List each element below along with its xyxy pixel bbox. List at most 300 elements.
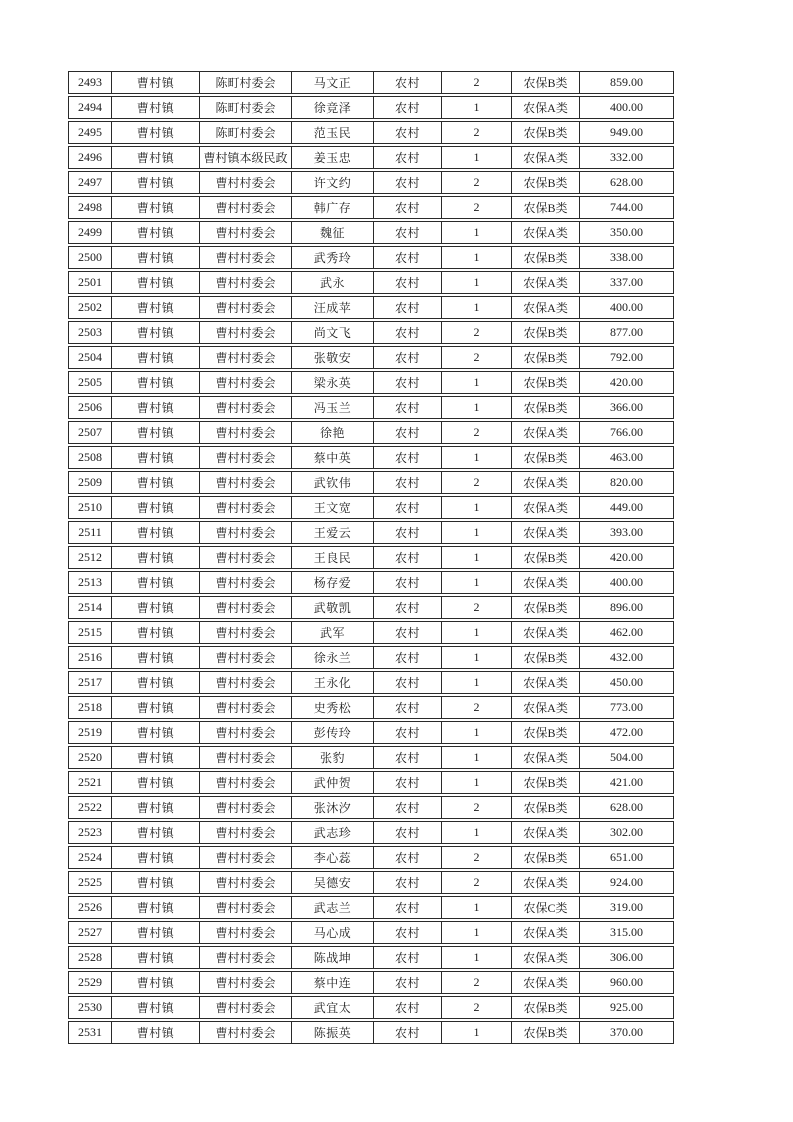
table-row <box>68 196 674 219</box>
town-cell: 曹村镇 <box>112 97 200 118</box>
amount-cell: 420.00 <box>610 375 643 389</box>
count-cell: 2 <box>442 172 512 193</box>
amount-cell: 766.00 <box>610 425 643 439</box>
unit-cell: 曹村村委会 <box>200 322 292 343</box>
residence-cell: 农村 <box>374 147 442 168</box>
unit-cell: 曹村村委会 <box>200 647 292 668</box>
category-cell: 农保B类 <box>512 597 580 618</box>
town-cell: 曹村镇 <box>112 597 200 618</box>
name-cell: 冯玉兰 <box>292 397 374 418</box>
amount-cell: 773.00 <box>610 700 643 714</box>
count-cell: 2 <box>442 797 512 818</box>
name-cell: 徐艳 <box>292 422 374 443</box>
category-cell: 农保B类 <box>512 122 580 143</box>
count-cell: 1 <box>442 297 512 318</box>
unit-cell: 曹村村委会 <box>200 522 292 543</box>
residence-cell: 农村 <box>374 872 442 893</box>
count-cell: 2 <box>442 347 512 368</box>
serial-cell: 2495 <box>69 122 112 143</box>
residence-cell: 农村 <box>374 997 442 1018</box>
amount-cell: 949.00 <box>610 125 643 139</box>
table-row <box>68 721 674 744</box>
count-cell: 1 <box>442 922 512 943</box>
category-cell: 农保B类 <box>512 547 580 568</box>
amount-cell: 332.00 <box>610 150 643 164</box>
residence-cell: 农村 <box>374 422 442 443</box>
count-cell: 2 <box>442 72 512 93</box>
name-cell: 彭传玲 <box>292 722 374 743</box>
category-cell: 农保A类 <box>512 272 580 293</box>
table-row <box>68 521 674 544</box>
town-cell: 曹村镇 <box>112 222 200 243</box>
table-row <box>68 821 674 844</box>
residence-cell: 农村 <box>374 247 442 268</box>
name-cell: 姜玉忠 <box>292 147 374 168</box>
serial-cell: 2504 <box>69 347 112 368</box>
town-cell: 曹村镇 <box>112 797 200 818</box>
serial-cell: 2499 <box>69 222 112 243</box>
serial-cell: 2530 <box>69 997 112 1018</box>
name-cell: 王文宽 <box>292 497 374 518</box>
serial-cell: 2531 <box>69 1022 112 1043</box>
name-cell: 范玉民 <box>292 122 374 143</box>
amount-cell: 315.00 <box>610 925 643 939</box>
town-cell: 曹村镇 <box>112 197 200 218</box>
table-row <box>68 871 674 894</box>
serial-cell: 2496 <box>69 147 112 168</box>
count-cell: 2 <box>442 472 512 493</box>
unit-cell: 曹村村委会 <box>200 697 292 718</box>
residence-cell: 农村 <box>374 722 442 743</box>
residence-cell: 农村 <box>374 522 442 543</box>
serial-cell: 2500 <box>69 247 112 268</box>
amount-cell: 400.00 <box>610 100 643 114</box>
count-cell: 1 <box>442 572 512 593</box>
count-cell: 1 <box>442 622 512 643</box>
table-row <box>68 121 674 144</box>
category-cell: 农保A类 <box>512 97 580 118</box>
name-cell: 蔡中英 <box>292 447 374 468</box>
town-cell: 曹村镇 <box>112 72 200 93</box>
serial-cell: 2494 <box>69 97 112 118</box>
subsidy-roster-table <box>68 71 674 1044</box>
residence-cell: 农村 <box>374 922 442 943</box>
count-cell: 1 <box>442 722 512 743</box>
town-cell: 曹村镇 <box>112 147 200 168</box>
name-cell: 陈战坤 <box>292 947 374 968</box>
name-cell: 史秀松 <box>292 697 374 718</box>
residence-cell: 农村 <box>374 472 442 493</box>
amount-cell: 651.00 <box>610 850 643 864</box>
category-cell: 农保C类 <box>512 897 580 918</box>
serial-cell: 2501 <box>69 272 112 293</box>
town-cell: 曹村镇 <box>112 822 200 843</box>
name-cell: 徐竞泽 <box>292 97 374 118</box>
table-row <box>68 946 674 969</box>
amount-cell: 319.00 <box>610 900 643 914</box>
category-cell: 农保A类 <box>512 472 580 493</box>
category-cell: 农保B类 <box>512 997 580 1018</box>
table-row <box>68 571 674 594</box>
town-cell: 曹村镇 <box>112 622 200 643</box>
amount-cell: 338.00 <box>610 250 643 264</box>
table-row <box>68 746 674 769</box>
name-cell: 汪成苹 <box>292 297 374 318</box>
serial-cell: 2508 <box>69 447 112 468</box>
serial-cell: 2509 <box>69 472 112 493</box>
name-cell: 张敬安 <box>292 347 374 368</box>
residence-cell: 农村 <box>374 97 442 118</box>
unit-cell: 曹村村委会 <box>200 797 292 818</box>
unit-cell: 曹村村委会 <box>200 572 292 593</box>
name-cell: 武钦伟 <box>292 472 374 493</box>
count-cell: 2 <box>442 697 512 718</box>
amount-cell: 420.00 <box>610 550 643 564</box>
town-cell: 曹村镇 <box>112 897 200 918</box>
town-cell: 曹村镇 <box>112 297 200 318</box>
category-cell: 农保A类 <box>512 972 580 993</box>
amount-cell: 400.00 <box>610 575 643 589</box>
count-cell: 1 <box>442 247 512 268</box>
unit-cell: 曹村村委会 <box>200 297 292 318</box>
category-cell: 农保A类 <box>512 947 580 968</box>
table-row <box>68 471 674 494</box>
category-cell: 农保B类 <box>512 72 580 93</box>
unit-cell: 曹村村委会 <box>200 372 292 393</box>
category-cell: 农保B类 <box>512 372 580 393</box>
count-cell: 1 <box>442 947 512 968</box>
serial-cell: 2522 <box>69 797 112 818</box>
serial-cell: 2513 <box>69 572 112 593</box>
serial-cell: 2519 <box>69 722 112 743</box>
name-cell: 武军 <box>292 622 374 643</box>
residence-cell: 农村 <box>374 972 442 993</box>
category-cell: 农保A类 <box>512 747 580 768</box>
count-cell: 2 <box>442 197 512 218</box>
count-cell: 1 <box>442 522 512 543</box>
count-cell: 2 <box>442 872 512 893</box>
unit-cell: 曹村村委会 <box>200 447 292 468</box>
residence-cell: 农村 <box>374 897 442 918</box>
serial-cell: 2503 <box>69 322 112 343</box>
amount-cell: 628.00 <box>610 175 643 189</box>
residence-cell: 农村 <box>374 822 442 843</box>
serial-cell: 2514 <box>69 597 112 618</box>
town-cell: 曹村镇 <box>112 572 200 593</box>
serial-cell: 2517 <box>69 672 112 693</box>
name-cell: 吴德安 <box>292 872 374 893</box>
unit-cell: 曹村村委会 <box>200 497 292 518</box>
amount-cell: 504.00 <box>610 750 643 764</box>
category-cell: 农保B类 <box>512 247 580 268</box>
town-cell: 曹村镇 <box>112 747 200 768</box>
residence-cell: 农村 <box>374 647 442 668</box>
count-cell: 1 <box>442 822 512 843</box>
table-row <box>68 971 674 994</box>
table-row <box>68 921 674 944</box>
unit-cell: 曹村村委会 <box>200 722 292 743</box>
town-cell: 曹村镇 <box>112 497 200 518</box>
unit-cell: 曹村村委会 <box>200 472 292 493</box>
table-row <box>68 996 674 1019</box>
category-cell: 农保A类 <box>512 822 580 843</box>
amount-cell: 400.00 <box>610 300 643 314</box>
category-cell: 农保A类 <box>512 672 580 693</box>
serial-cell: 2497 <box>69 172 112 193</box>
table-row <box>68 846 674 869</box>
table-row <box>68 346 674 369</box>
category-cell: 农保A类 <box>512 522 580 543</box>
unit-cell: 曹村村委会 <box>200 772 292 793</box>
category-cell: 农保B类 <box>512 722 580 743</box>
table-row <box>68 621 674 644</box>
category-cell: 农保B类 <box>512 772 580 793</box>
serial-cell: 2527 <box>69 922 112 943</box>
count-cell: 2 <box>442 997 512 1018</box>
town-cell: 曹村镇 <box>112 547 200 568</box>
table-row <box>68 896 674 919</box>
serial-cell: 2507 <box>69 422 112 443</box>
serial-cell: 2526 <box>69 897 112 918</box>
category-cell: 农保B类 <box>512 447 580 468</box>
table-row <box>68 696 674 719</box>
name-cell: 武志珍 <box>292 822 374 843</box>
table-row <box>68 271 674 294</box>
serial-cell: 2512 <box>69 547 112 568</box>
serial-cell: 2505 <box>69 372 112 393</box>
residence-cell: 农村 <box>374 497 442 518</box>
count-cell: 1 <box>442 672 512 693</box>
name-cell: 武永 <box>292 272 374 293</box>
serial-cell: 2502 <box>69 297 112 318</box>
amount-cell: 350.00 <box>610 225 643 239</box>
count-cell: 1 <box>442 1022 512 1043</box>
unit-cell: 曹村村委会 <box>200 272 292 293</box>
residence-cell: 农村 <box>374 72 442 93</box>
table-row <box>68 396 674 419</box>
amount-cell: 792.00 <box>610 350 643 364</box>
category-cell: 农保A类 <box>512 622 580 643</box>
residence-cell: 农村 <box>374 372 442 393</box>
town-cell: 曹村镇 <box>112 647 200 668</box>
unit-cell: 曹村村委会 <box>200 1022 292 1043</box>
unit-cell: 曹村村委会 <box>200 972 292 993</box>
town-cell: 曹村镇 <box>112 672 200 693</box>
name-cell: 武宜太 <box>292 997 374 1018</box>
count-cell: 1 <box>442 447 512 468</box>
serial-cell: 2510 <box>69 497 112 518</box>
unit-cell: 曹村村委会 <box>200 197 292 218</box>
category-cell: 农保B类 <box>512 797 580 818</box>
amount-cell: 859.00 <box>610 75 643 89</box>
unit-cell: 曹村村委会 <box>200 847 292 868</box>
name-cell: 武敬凯 <box>292 597 374 618</box>
town-cell: 曹村镇 <box>112 122 200 143</box>
residence-cell: 农村 <box>374 447 442 468</box>
unit-cell: 曹村村委会 <box>200 597 292 618</box>
table-row <box>68 1021 674 1044</box>
town-cell: 曹村镇 <box>112 847 200 868</box>
residence-cell: 农村 <box>374 672 442 693</box>
amount-cell: 337.00 <box>610 275 643 289</box>
serial-cell: 2525 <box>69 872 112 893</box>
residence-cell: 农村 <box>374 772 442 793</box>
category-cell: 农保B类 <box>512 397 580 418</box>
name-cell: 张沐汐 <box>292 797 374 818</box>
serial-cell: 2518 <box>69 697 112 718</box>
table-row <box>68 371 674 394</box>
serial-cell: 2498 <box>69 197 112 218</box>
name-cell: 魏征 <box>292 222 374 243</box>
residence-cell: 农村 <box>374 322 442 343</box>
unit-cell: 陈町村委会 <box>200 122 292 143</box>
category-cell: 农保A类 <box>512 872 580 893</box>
name-cell: 马文正 <box>292 72 374 93</box>
unit-cell: 曹村村委会 <box>200 747 292 768</box>
town-cell: 曹村镇 <box>112 772 200 793</box>
count-cell: 1 <box>442 497 512 518</box>
count-cell: 1 <box>442 772 512 793</box>
amount-cell: 472.00 <box>610 725 643 739</box>
unit-cell: 曹村村委会 <box>200 947 292 968</box>
residence-cell: 农村 <box>374 622 442 643</box>
unit-cell: 曹村村委会 <box>200 172 292 193</box>
town-cell: 曹村镇 <box>112 722 200 743</box>
unit-cell: 曹村村委会 <box>200 247 292 268</box>
count-cell: 2 <box>442 972 512 993</box>
table-row <box>68 321 674 344</box>
amount-cell: 820.00 <box>610 475 643 489</box>
category-cell: 农保A类 <box>512 147 580 168</box>
serial-cell: 2516 <box>69 647 112 668</box>
residence-cell: 农村 <box>374 172 442 193</box>
category-cell: 农保B类 <box>512 172 580 193</box>
table-row <box>68 446 674 469</box>
name-cell: 韩广存 <box>292 197 374 218</box>
table-row <box>68 146 674 169</box>
amount-cell: 370.00 <box>610 1025 643 1039</box>
category-cell: 农保A类 <box>512 222 580 243</box>
count-cell: 1 <box>442 747 512 768</box>
residence-cell: 农村 <box>374 547 442 568</box>
category-cell: 农保A类 <box>512 697 580 718</box>
table-row <box>68 421 674 444</box>
amount-cell: 302.00 <box>610 825 643 839</box>
unit-cell: 曹村镇本级民政 <box>200 147 292 168</box>
table-row <box>68 96 674 119</box>
category-cell: 农保B类 <box>512 197 580 218</box>
serial-cell: 2515 <box>69 622 112 643</box>
unit-cell: 曹村村委会 <box>200 872 292 893</box>
residence-cell: 农村 <box>374 797 442 818</box>
category-cell: 农保A类 <box>512 922 580 943</box>
count-cell: 2 <box>442 122 512 143</box>
count-cell: 1 <box>442 97 512 118</box>
residence-cell: 农村 <box>374 697 442 718</box>
amount-cell: 896.00 <box>610 600 643 614</box>
town-cell: 曹村镇 <box>112 172 200 193</box>
count-cell: 1 <box>442 147 512 168</box>
amount-cell: 877.00 <box>610 325 643 339</box>
town-cell: 曹村镇 <box>112 997 200 1018</box>
amount-cell: 449.00 <box>610 500 643 514</box>
count-cell: 1 <box>442 222 512 243</box>
amount-cell: 925.00 <box>610 1000 643 1014</box>
town-cell: 曹村镇 <box>112 472 200 493</box>
table-row <box>68 646 674 669</box>
amount-cell: 744.00 <box>610 200 643 214</box>
name-cell: 徐永兰 <box>292 647 374 668</box>
serial-cell: 2511 <box>69 522 112 543</box>
amount-cell: 366.00 <box>610 400 643 414</box>
name-cell: 尚文飞 <box>292 322 374 343</box>
table-row <box>68 171 674 194</box>
count-cell: 1 <box>442 897 512 918</box>
name-cell: 梁永英 <box>292 372 374 393</box>
residence-cell: 农村 <box>374 1022 442 1043</box>
serial-cell: 2493 <box>69 72 112 93</box>
name-cell: 王爱云 <box>292 522 374 543</box>
town-cell: 曹村镇 <box>112 522 200 543</box>
town-cell: 曹村镇 <box>112 397 200 418</box>
name-cell: 李心蕊 <box>292 847 374 868</box>
name-cell: 张豹 <box>292 747 374 768</box>
unit-cell: 曹村村委会 <box>200 922 292 943</box>
residence-cell: 农村 <box>374 397 442 418</box>
residence-cell: 农村 <box>374 122 442 143</box>
amount-cell: 462.00 <box>610 625 643 639</box>
category-cell: 农保B类 <box>512 1022 580 1043</box>
category-cell: 农保A类 <box>512 422 580 443</box>
unit-cell: 陈町村委会 <box>200 97 292 118</box>
town-cell: 曹村镇 <box>112 872 200 893</box>
unit-cell: 曹村村委会 <box>200 397 292 418</box>
town-cell: 曹村镇 <box>112 1022 200 1043</box>
table-row <box>68 221 674 244</box>
amount-cell: 463.00 <box>610 450 643 464</box>
unit-cell: 曹村村委会 <box>200 997 292 1018</box>
amount-cell: 628.00 <box>610 800 643 814</box>
count-cell: 1 <box>442 272 512 293</box>
residence-cell: 农村 <box>374 222 442 243</box>
town-cell: 曹村镇 <box>112 922 200 943</box>
table-row <box>68 71 674 94</box>
unit-cell: 陈町村委会 <box>200 72 292 93</box>
table-row <box>68 771 674 794</box>
unit-cell: 曹村村委会 <box>200 222 292 243</box>
town-cell: 曹村镇 <box>112 697 200 718</box>
amount-cell: 450.00 <box>610 675 643 689</box>
amount-cell: 960.00 <box>610 975 643 989</box>
amount-cell: 393.00 <box>610 525 643 539</box>
name-cell: 武仲贺 <box>292 772 374 793</box>
residence-cell: 农村 <box>374 347 442 368</box>
count-cell: 1 <box>442 372 512 393</box>
unit-cell: 曹村村委会 <box>200 822 292 843</box>
category-cell: 农保B类 <box>512 647 580 668</box>
amount-cell: 306.00 <box>610 950 643 964</box>
serial-cell: 2528 <box>69 947 112 968</box>
amount-cell: 421.00 <box>610 775 643 789</box>
unit-cell: 曹村村委会 <box>200 897 292 918</box>
count-cell: 2 <box>442 847 512 868</box>
table-row <box>68 596 674 619</box>
table-row <box>68 246 674 269</box>
unit-cell: 曹村村委会 <box>200 422 292 443</box>
count-cell: 2 <box>442 422 512 443</box>
category-cell: 农保A类 <box>512 297 580 318</box>
serial-cell: 2520 <box>69 747 112 768</box>
